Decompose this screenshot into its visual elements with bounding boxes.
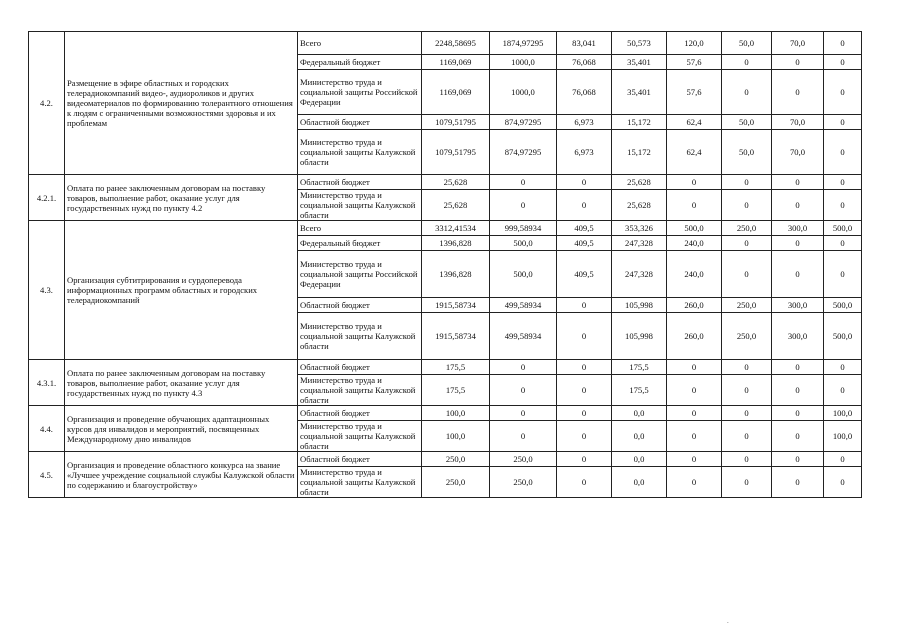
amount-cell: 0	[824, 251, 862, 298]
amount-cell: 500,0	[490, 236, 557, 251]
amount-cell: 0	[824, 130, 862, 175]
funding-source: Министерство труда и социальной защиты Российской Федерации	[298, 70, 422, 115]
amount-cell: 500,0	[824, 298, 862, 313]
amount-cell: 250,0	[722, 313, 772, 360]
amount-cell: 0	[824, 360, 862, 375]
amount-cell: 250,0	[722, 298, 772, 313]
amount-cell: 15,172	[612, 130, 667, 175]
amount-cell: 120,0	[667, 32, 722, 55]
amount-cell: 353,326	[612, 221, 667, 236]
table-row	[29, 406, 862, 421]
item-code: 4.2.1.	[29, 175, 65, 221]
table-row	[29, 32, 862, 55]
amount-cell: 25,628	[612, 190, 667, 221]
item-description: Оплата по ранее заключенным договорам на поставку товаров, выполнение работ, оказание услуг для государственных нужд по пункту 4.2	[65, 175, 298, 221]
amount-cell: 0,0	[612, 467, 667, 498]
amount-cell: 0	[772, 175, 824, 190]
item-description: Организация и проведение обучающих адаптационных курсов для инвалидов и мероприятий, посвященных Международному дню инвалидов	[65, 406, 298, 452]
table-row	[29, 452, 862, 467]
amount-cell: 70,0	[772, 115, 824, 130]
amount-cell: 874,97295	[490, 115, 557, 130]
amount-cell: 409,5	[557, 236, 612, 251]
funding-source: Федеральный бюджет	[298, 55, 422, 70]
amount-cell: 250,0	[722, 221, 772, 236]
funding-source: Министерство труда и социальной защиты Калужской области	[298, 467, 422, 498]
funding-source: Областной бюджет	[298, 298, 422, 313]
amount-cell: 1915,58734	[422, 313, 490, 360]
amount-cell: 0	[824, 70, 862, 115]
item-description: Организация и проведение областного конкурса на звание «Лучшее учреждение социальной службы Калужской области по содержанию и благоустройству»	[65, 452, 298, 498]
amount-cell: 0	[490, 190, 557, 221]
amount-cell: 0	[722, 360, 772, 375]
amount-cell: 0	[772, 251, 824, 298]
amount-cell: 50,0	[722, 130, 772, 175]
amount-cell: 175,5	[422, 375, 490, 406]
amount-cell: 240,0	[667, 251, 722, 298]
amount-cell: 250,0	[422, 467, 490, 498]
amount-cell: 3312,41534	[422, 221, 490, 236]
amount-cell: 1169,069	[422, 70, 490, 115]
amount-cell: 0	[722, 70, 772, 115]
amount-cell: 25,628	[422, 190, 490, 221]
amount-cell: 0	[772, 406, 824, 421]
amount-cell: 0	[722, 452, 772, 467]
amount-cell: 0	[490, 360, 557, 375]
amount-cell: 62,4	[667, 115, 722, 130]
amount-cell: 0	[490, 375, 557, 406]
amount-cell: 0	[772, 375, 824, 406]
table-row	[29, 360, 862, 375]
amount-cell: 0	[772, 70, 824, 115]
amount-cell: 0	[667, 175, 722, 190]
amount-cell: 499,58934	[490, 298, 557, 313]
amount-cell: 0	[667, 421, 722, 452]
funding-source: Областной бюджет	[298, 175, 422, 190]
item-code: 4.3.1.	[29, 360, 65, 406]
amount-cell: 260,0	[667, 298, 722, 313]
amount-cell: 0	[772, 360, 824, 375]
amount-cell: 409,5	[557, 251, 612, 298]
funding-source: Министерство труда и социальной защиты Калужской области	[298, 130, 422, 175]
table-row	[29, 175, 862, 190]
amount-cell: 0	[722, 467, 772, 498]
amount-cell: 0	[722, 190, 772, 221]
amount-cell: 15,172	[612, 115, 667, 130]
amount-cell: 1396,828	[422, 251, 490, 298]
amount-cell: 0	[824, 115, 862, 130]
amount-cell: 105,998	[612, 298, 667, 313]
item-description: Оплата по ранее заключенным договорам на поставку товаров, выполнение работ, оказание услуг для государственных нужд по пункту 4.3	[65, 360, 298, 406]
amount-cell: 0	[824, 175, 862, 190]
amount-cell: 300,0	[772, 221, 824, 236]
funding-source: Областной бюджет	[298, 360, 422, 375]
amount-cell: 500,0	[824, 221, 862, 236]
funding-source: Министерство труда и социальной защиты Калужской области	[298, 313, 422, 360]
amount-cell: 1000,0	[490, 70, 557, 115]
amount-cell: 2248,58695	[422, 32, 490, 55]
amount-cell: 0	[722, 375, 772, 406]
amount-cell: 0	[772, 452, 824, 467]
amount-cell: 0	[772, 421, 824, 452]
budget-table	[28, 31, 862, 498]
amount-cell: 0	[667, 406, 722, 421]
amount-cell: 175,5	[422, 360, 490, 375]
funding-source: Областной бюджет	[298, 406, 422, 421]
amount-cell: 0	[557, 406, 612, 421]
item-code: 4.5.	[29, 452, 65, 498]
amount-cell: 1915,58734	[422, 298, 490, 313]
amount-cell: 25,628	[612, 175, 667, 190]
amount-cell: 0	[667, 452, 722, 467]
item-code: 4.3.	[29, 221, 65, 360]
item-description: Размещение в эфире областных и городских телерадиокомпаний видео-, аудиороликов и других видеоматериалов по формированию толерантного отношения к людям с ограниченными возможностями здоровья и их проблемам	[65, 32, 298, 175]
amount-cell: 240,0	[667, 236, 722, 251]
amount-cell: 0	[772, 55, 824, 70]
amount-cell: 0,0	[612, 421, 667, 452]
item-description: Организация субтитрирования и сурдоперевода информационных программ областных и городских телерадиокомпаний	[65, 221, 298, 360]
amount-cell: 0	[824, 55, 862, 70]
amount-cell: 0	[557, 298, 612, 313]
amount-cell: 100,0	[422, 406, 490, 421]
amount-cell: 0	[490, 421, 557, 452]
amount-cell: 0	[557, 467, 612, 498]
footer-mark: .	[727, 617, 729, 625]
amount-cell: 0	[557, 421, 612, 452]
amount-cell: 247,328	[612, 236, 667, 251]
amount-cell: 50,573	[612, 32, 667, 55]
amount-cell: 6,973	[557, 115, 612, 130]
funding-source: Областной бюджет	[298, 452, 422, 467]
amount-cell: 1000,0	[490, 55, 557, 70]
amount-cell: 0	[557, 360, 612, 375]
amount-cell: 0	[824, 190, 862, 221]
amount-cell: 0	[557, 313, 612, 360]
funding-source: Министерство труда и социальной защиты Калужской области	[298, 375, 422, 406]
amount-cell: 0	[667, 360, 722, 375]
amount-cell: 0	[490, 406, 557, 421]
amount-cell: 409,5	[557, 221, 612, 236]
item-code: 4.2.	[29, 32, 65, 175]
amount-cell: 250,0	[490, 467, 557, 498]
amount-cell: 0	[667, 375, 722, 406]
amount-cell: 300,0	[772, 313, 824, 360]
amount-cell: 300,0	[772, 298, 824, 313]
table-body	[29, 32, 862, 498]
amount-cell: 500,0	[667, 221, 722, 236]
amount-cell: 0	[557, 452, 612, 467]
amount-cell: 247,328	[612, 251, 667, 298]
funding-source: Всего	[298, 221, 422, 236]
amount-cell: 0	[772, 190, 824, 221]
amount-cell: 100,0	[824, 406, 862, 421]
amount-cell: 0,0	[612, 452, 667, 467]
amount-cell: 76,068	[557, 70, 612, 115]
amount-cell: 25,628	[422, 175, 490, 190]
amount-cell: 1396,828	[422, 236, 490, 251]
amount-cell: 1079,51795	[422, 130, 490, 175]
amount-cell: 0	[722, 55, 772, 70]
item-code: 4.4.	[29, 406, 65, 452]
amount-cell: 250,0	[422, 452, 490, 467]
amount-cell: 100,0	[824, 421, 862, 452]
amount-cell: 999,58934	[490, 221, 557, 236]
amount-cell: 500,0	[490, 251, 557, 298]
amount-cell: 0	[772, 467, 824, 498]
amount-cell: 0	[722, 421, 772, 452]
amount-cell: 0,0	[612, 406, 667, 421]
amount-cell: 175,5	[612, 375, 667, 406]
amount-cell: 35,401	[612, 55, 667, 70]
amount-cell: 57,6	[667, 70, 722, 115]
funding-source: Министерство труда и социальной защиты Калужской области	[298, 190, 422, 221]
amount-cell: 0	[824, 236, 862, 251]
amount-cell: 0	[722, 175, 772, 190]
amount-cell: 1874,97295	[490, 32, 557, 55]
amount-cell: 0	[824, 452, 862, 467]
amount-cell: 35,401	[612, 70, 667, 115]
amount-cell: 0	[490, 175, 557, 190]
funding-source: Министерство труда и социальной защиты Российской Федерации	[298, 251, 422, 298]
amount-cell: 0	[557, 375, 612, 406]
amount-cell: 260,0	[667, 313, 722, 360]
amount-cell: 0	[667, 190, 722, 221]
amount-cell: 175,5	[612, 360, 667, 375]
funding-source: Областной бюджет	[298, 115, 422, 130]
amount-cell: 50,0	[722, 115, 772, 130]
amount-cell: 6,973	[557, 130, 612, 175]
amount-cell: 1079,51795	[422, 115, 490, 130]
amount-cell: 70,0	[772, 130, 824, 175]
amount-cell: 0	[557, 175, 612, 190]
amount-cell: 70,0	[772, 32, 824, 55]
amount-cell: 0	[824, 32, 862, 55]
amount-cell: 0	[824, 467, 862, 498]
amount-cell: 62,4	[667, 130, 722, 175]
amount-cell: 250,0	[490, 452, 557, 467]
funding-source: Федеральный бюджет	[298, 236, 422, 251]
funding-source: Всего	[298, 32, 422, 55]
amount-cell: 500,0	[824, 313, 862, 360]
funding-source: Министерство труда и социальной защиты Калужской области	[298, 421, 422, 452]
amount-cell: 1169,069	[422, 55, 490, 70]
amount-cell: 0	[722, 251, 772, 298]
amount-cell: 0	[722, 406, 772, 421]
amount-cell: 100,0	[422, 421, 490, 452]
amount-cell: 874,97295	[490, 130, 557, 175]
amount-cell: 0	[667, 467, 722, 498]
amount-cell: 50,0	[722, 32, 772, 55]
amount-cell: 499,58934	[490, 313, 557, 360]
amount-cell: 0	[772, 236, 824, 251]
amount-cell: 0	[557, 190, 612, 221]
amount-cell: 105,998	[612, 313, 667, 360]
table-row	[29, 221, 862, 236]
amount-cell: 0	[722, 236, 772, 251]
amount-cell: 83,041	[557, 32, 612, 55]
amount-cell: 76,068	[557, 55, 612, 70]
amount-cell: 57,6	[667, 55, 722, 70]
amount-cell: 0	[824, 375, 862, 406]
